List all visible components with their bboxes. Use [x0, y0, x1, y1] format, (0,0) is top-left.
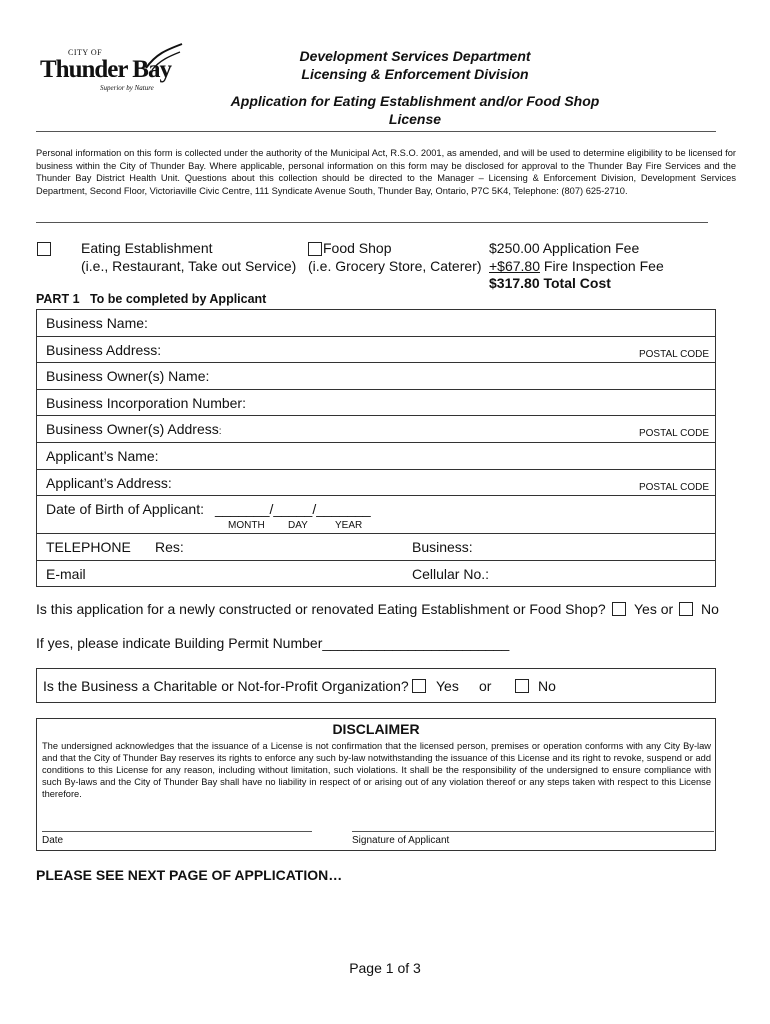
email-label: E-mail: [46, 565, 86, 582]
inspection-fee-label: Fire Inspection Fee: [540, 258, 664, 274]
renovation-yes-checkbox[interactable]: [612, 602, 626, 616]
division-title: Licensing & Enforcement Division: [301, 66, 529, 82]
privacy-notice: Personal information on this form is collected under the authority of the Municipal Act, R.S.O. 2001, as amended, and will be used to determine eligibility to be licensed for business within the City of Thunder Bay. Where applicable, personal information on this form may be disclosed for approval to the Thunder Bay Fire Services and the Thunder Bay District Health Unit. Questions about this collection should be directed to the Manager – Licensing & Enforcement Division, Development Services Department, Second Floor, Victoriaville Civic Centre, 111 Syndicate Avenue South, Thunder Bay, Ontario, P7C 5K4, Telephone: (807) 625-2710.: [36, 148, 736, 196]
telephone-row[interactable]: [37, 534, 715, 561]
next-page-notice: PLEASE SEE NEXT PAGE OF APPLICATION…: [36, 867, 343, 883]
renovation-no-label: No: [701, 601, 719, 617]
email-row[interactable]: [37, 561, 715, 588]
dob-blanks: _______/_____/_______: [215, 501, 371, 518]
renovation-no-checkbox[interactable]: [679, 602, 693, 616]
signature-line[interactable]: [352, 831, 714, 832]
part1-heading: PART 1 To be completed by Applicant: [36, 292, 267, 306]
total-cost: $317.80 Total Cost: [489, 275, 611, 291]
dob-label: Date of Birth of Applicant:: [46, 501, 204, 518]
building-permit-field[interactable]: If yes, please indicate Building Permit Number________________________: [36, 635, 510, 651]
charitable-yes-checkbox[interactable]: [412, 679, 426, 693]
logo-city-of: CITY OF: [68, 48, 103, 57]
business-name-label: Business Name:: [46, 315, 148, 331]
business-phone-label: Business:: [412, 539, 473, 556]
charitable-box: [36, 668, 716, 703]
dob-day-label: DAY: [288, 520, 308, 532]
signature-label: Signature of Applicant: [352, 835, 450, 846]
city-logo: [36, 44, 181, 96]
owner-name-label: Business Owner(s) Name:: [46, 368, 210, 385]
owner-address-label: [46, 421, 222, 437]
inspection-fee-amount: +$67.80: [489, 258, 540, 274]
privacy-divider: [36, 222, 708, 223]
disclaimer-box: [36, 718, 716, 851]
form-title-line2: License: [388, 111, 442, 127]
eating-establishment-examples: (i.e., Restaurant, Take out Service): [81, 258, 297, 274]
postal-code-label: POSTAL CODE: [638, 481, 709, 493]
renovation-question: Is this application for a newly constructed or renovated Eating Establishment or Food Shop?: [36, 601, 606, 617]
applicant-info-table: [36, 309, 716, 587]
postal-code-label: POSTAL CODE: [638, 348, 709, 360]
food-shop-label: Food Shop: [323, 240, 392, 256]
dob-row[interactable]: [37, 496, 715, 534]
eating-establishment-label: Eating Establishment: [81, 240, 213, 256]
res-label: Res:: [155, 539, 184, 556]
dob-year-label: YEAR: [335, 520, 363, 532]
logo-name: Thunder Bay: [40, 56, 171, 83]
renovation-yes-or-label: Yes or: [634, 601, 674, 617]
charitable-yes-label: Yes: [436, 678, 459, 694]
logo-wave-icon: [144, 42, 184, 72]
cellular-label: Cellular No.:: [412, 565, 490, 582]
business-name-row[interactable]: [37, 310, 715, 337]
dob-month-label: MONTH: [228, 520, 265, 532]
business-address-row[interactable]: [37, 337, 715, 364]
incorporation-label: Business Incorporation Number:: [46, 394, 246, 411]
owner-address-text: Business Owner(s) Address: [46, 421, 219, 438]
food-shop-checkbox[interactable]: [308, 242, 322, 256]
food-shop-examples: (i.e. Grocery Store, Caterer): [308, 258, 482, 274]
charitable-no-checkbox[interactable]: [515, 679, 529, 693]
charitable-question: Is the Business a Charitable or Not-for-Profit Organization?: [43, 678, 409, 694]
applicant-address-row[interactable]: [37, 470, 715, 497]
charitable-or-label: or: [479, 678, 492, 694]
applicant-name-label: Applicant’s Name:: [46, 448, 159, 464]
applicant-address-label: Applicant’s Address:: [46, 474, 172, 491]
page-number: Page 1 of 3: [349, 960, 421, 976]
disclaimer-text: The undersigned acknowledges that the issuance of a License is not confirmation that the licensed person, premises or operation conforms with any City By-law and that the City of Thunder Bay reserves its rights to enforce any such by-law notwithstanding the issuance of this License and its right to revoke, suspend or add conditions to this License for any reason, including without limitation, such violations. It shall be the responsibility of the undersigned to ensure compliance with such By-laws and the City of Thunder Bay shall have no liability in respect of or arising out of any violation thereof or any steps taken with respect to this License therefore.: [42, 741, 711, 799]
owner-name-row[interactable]: [37, 363, 715, 390]
telephone-label: TELEPHONE: [46, 539, 131, 556]
header-divider: [36, 131, 716, 132]
postal-code-label: POSTAL CODE: [638, 428, 709, 440]
eating-establishment-checkbox[interactable]: [37, 242, 51, 256]
applicant-name-row[interactable]: [37, 443, 715, 470]
charitable-no-label: No: [538, 678, 556, 694]
application-fee: $250.00 Application Fee: [489, 240, 640, 256]
incorporation-row[interactable]: [37, 390, 715, 417]
logo-tagline: Superior by Nature: [100, 84, 154, 92]
inspection-fee: [489, 258, 664, 275]
disclaimer-title: DISCLAIMER: [332, 721, 420, 737]
date-label: Date: [42, 835, 64, 846]
date-line[interactable]: [42, 831, 312, 832]
owner-address-colon: :: [218, 426, 222, 438]
business-address-label: Business Address:: [46, 341, 162, 358]
owner-address-row[interactable]: [37, 416, 715, 443]
department-title: Development Services Department: [299, 48, 531, 64]
form-title-line1: Application for Eating Establishment and/or Food Shop: [230, 93, 600, 109]
